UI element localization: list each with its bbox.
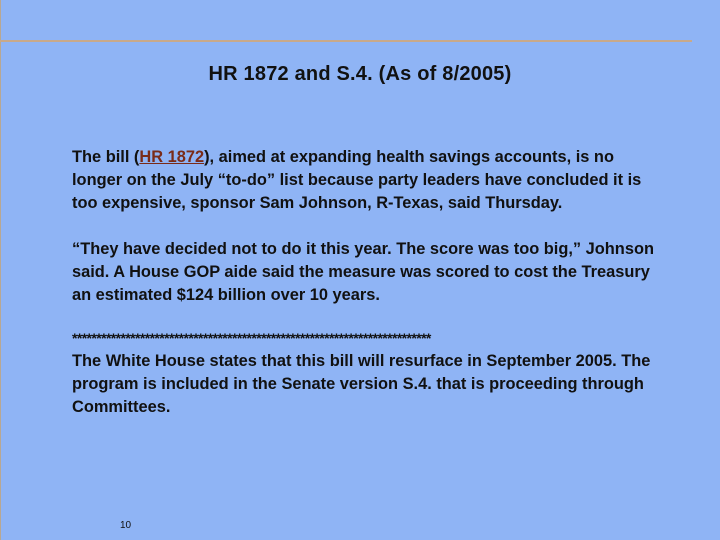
paragraph-bill-status-rest: ), aimed at expanding health savings accounts, is no longer on the July “to-do” list because party leaders have concluded it is too expensive, sponsor Sam Johnson, R-Texas, said Thursday. [72,148,642,212]
top-divider-line [0,40,692,42]
paragraph-white-house: The White House states that this bill will resurface in September 2005. The program is included in the Senate version S.4. that is proceeding through Committees. [72,352,651,416]
page-number: 10 [120,520,132,531]
slide-body [72,146,662,419]
paragraph-bill-status-lead: The bill ( [72,148,140,166]
paragraph-bill-status [72,146,662,215]
asterisk-separator: ************************************************************************** [72,330,431,346]
paragraph-johnson-quote: “They have decided not to do it this year. The score was too big,” Johnson said. A House GOP aide said the measure was scored to cost the Treasury an estimated $124 billion over 10 years. [72,240,654,304]
hr-1872-link[interactable]: HR 1872 [139,148,205,166]
slide-title: HR 1872 and S.4. (As of 8/2005) [208,63,512,85]
